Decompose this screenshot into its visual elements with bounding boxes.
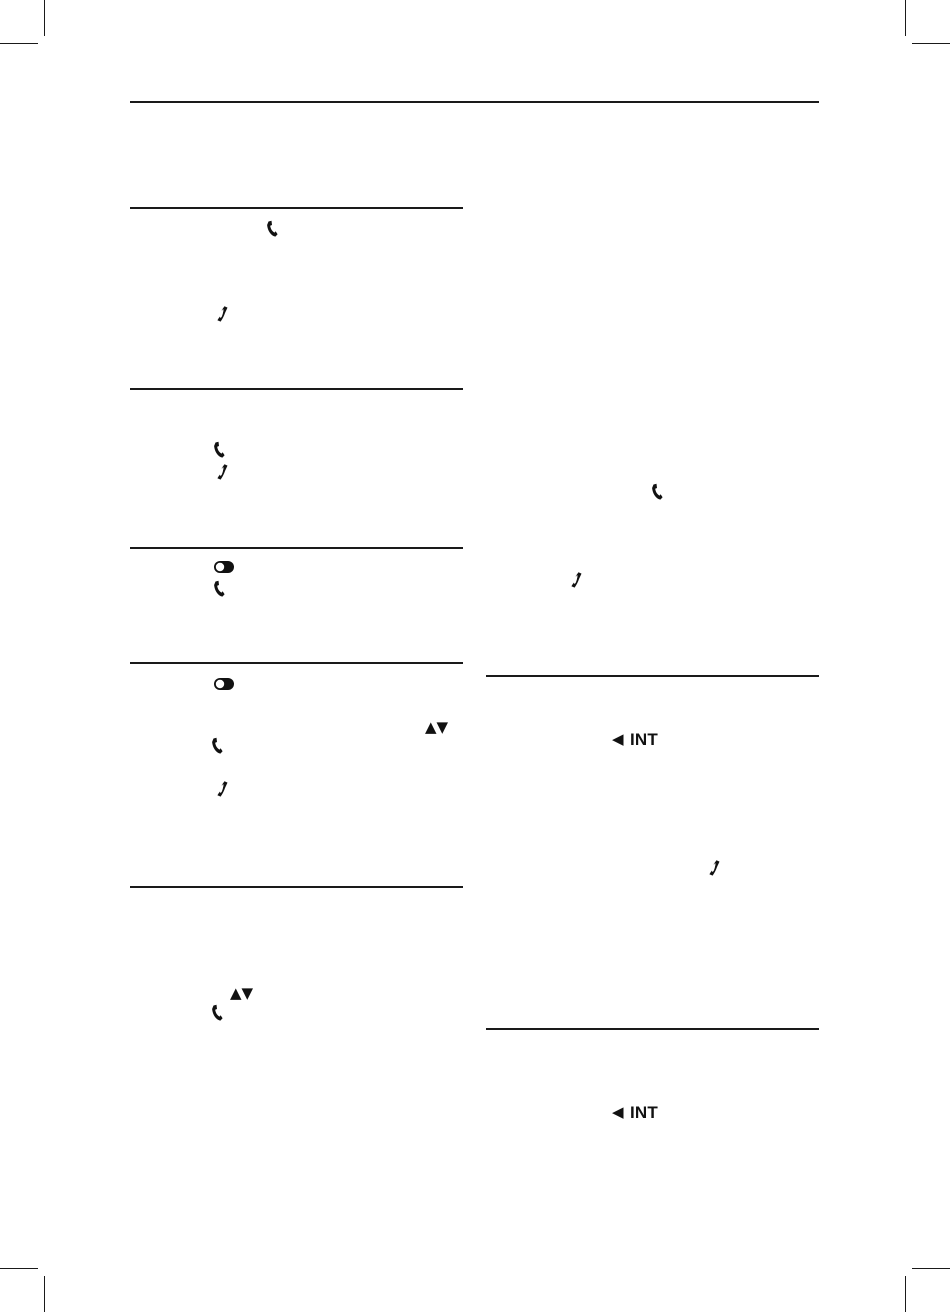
crop-mark-top-right	[905, 0, 906, 36]
menu-key-icon	[213, 677, 235, 691]
intercom-key-label: INT	[630, 1103, 658, 1122]
crop-mark-left-bottom	[0, 1268, 38, 1269]
handset-talk-icon	[213, 441, 225, 459]
left-arrow-icon: ◀	[612, 730, 624, 748]
up-down-arrows-icon: ▲▼	[230, 984, 254, 1002]
left-section-rule-3	[130, 547, 463, 549]
left-section-rule-4	[130, 662, 463, 664]
handset-talk-icon	[213, 580, 225, 598]
right-section-rule-1	[486, 675, 819, 677]
handset-end-icon	[216, 463, 229, 481]
handset-end-icon	[216, 780, 229, 798]
handset-talk-icon	[266, 220, 278, 238]
left-arrow-icon: ◀	[612, 1103, 624, 1121]
handset-end-icon	[570, 571, 583, 589]
crop-mark-right-bottom	[912, 1268, 950, 1269]
handset-end-icon	[216, 305, 229, 323]
crop-mark-bottom-right	[905, 1276, 906, 1312]
right-section-rule-2	[486, 1028, 819, 1030]
handset-end-icon	[708, 859, 721, 877]
left-section-rule-1	[130, 207, 463, 209]
handset-talk-icon	[651, 483, 663, 501]
menu-key-icon	[213, 560, 235, 574]
crop-mark-left-top	[0, 43, 38, 44]
handset-talk-icon	[211, 1004, 223, 1022]
intercom-key-label: INT	[630, 730, 658, 749]
header-rule	[130, 101, 819, 103]
crop-mark-top-left	[44, 0, 45, 36]
handset-talk-icon	[211, 737, 223, 755]
up-down-arrows-icon: ▲▼	[425, 718, 449, 736]
crop-mark-right-top	[912, 43, 950, 44]
crop-mark-bottom-left	[44, 1276, 45, 1312]
left-section-rule-2	[130, 388, 463, 390]
left-section-rule-5	[130, 886, 463, 888]
